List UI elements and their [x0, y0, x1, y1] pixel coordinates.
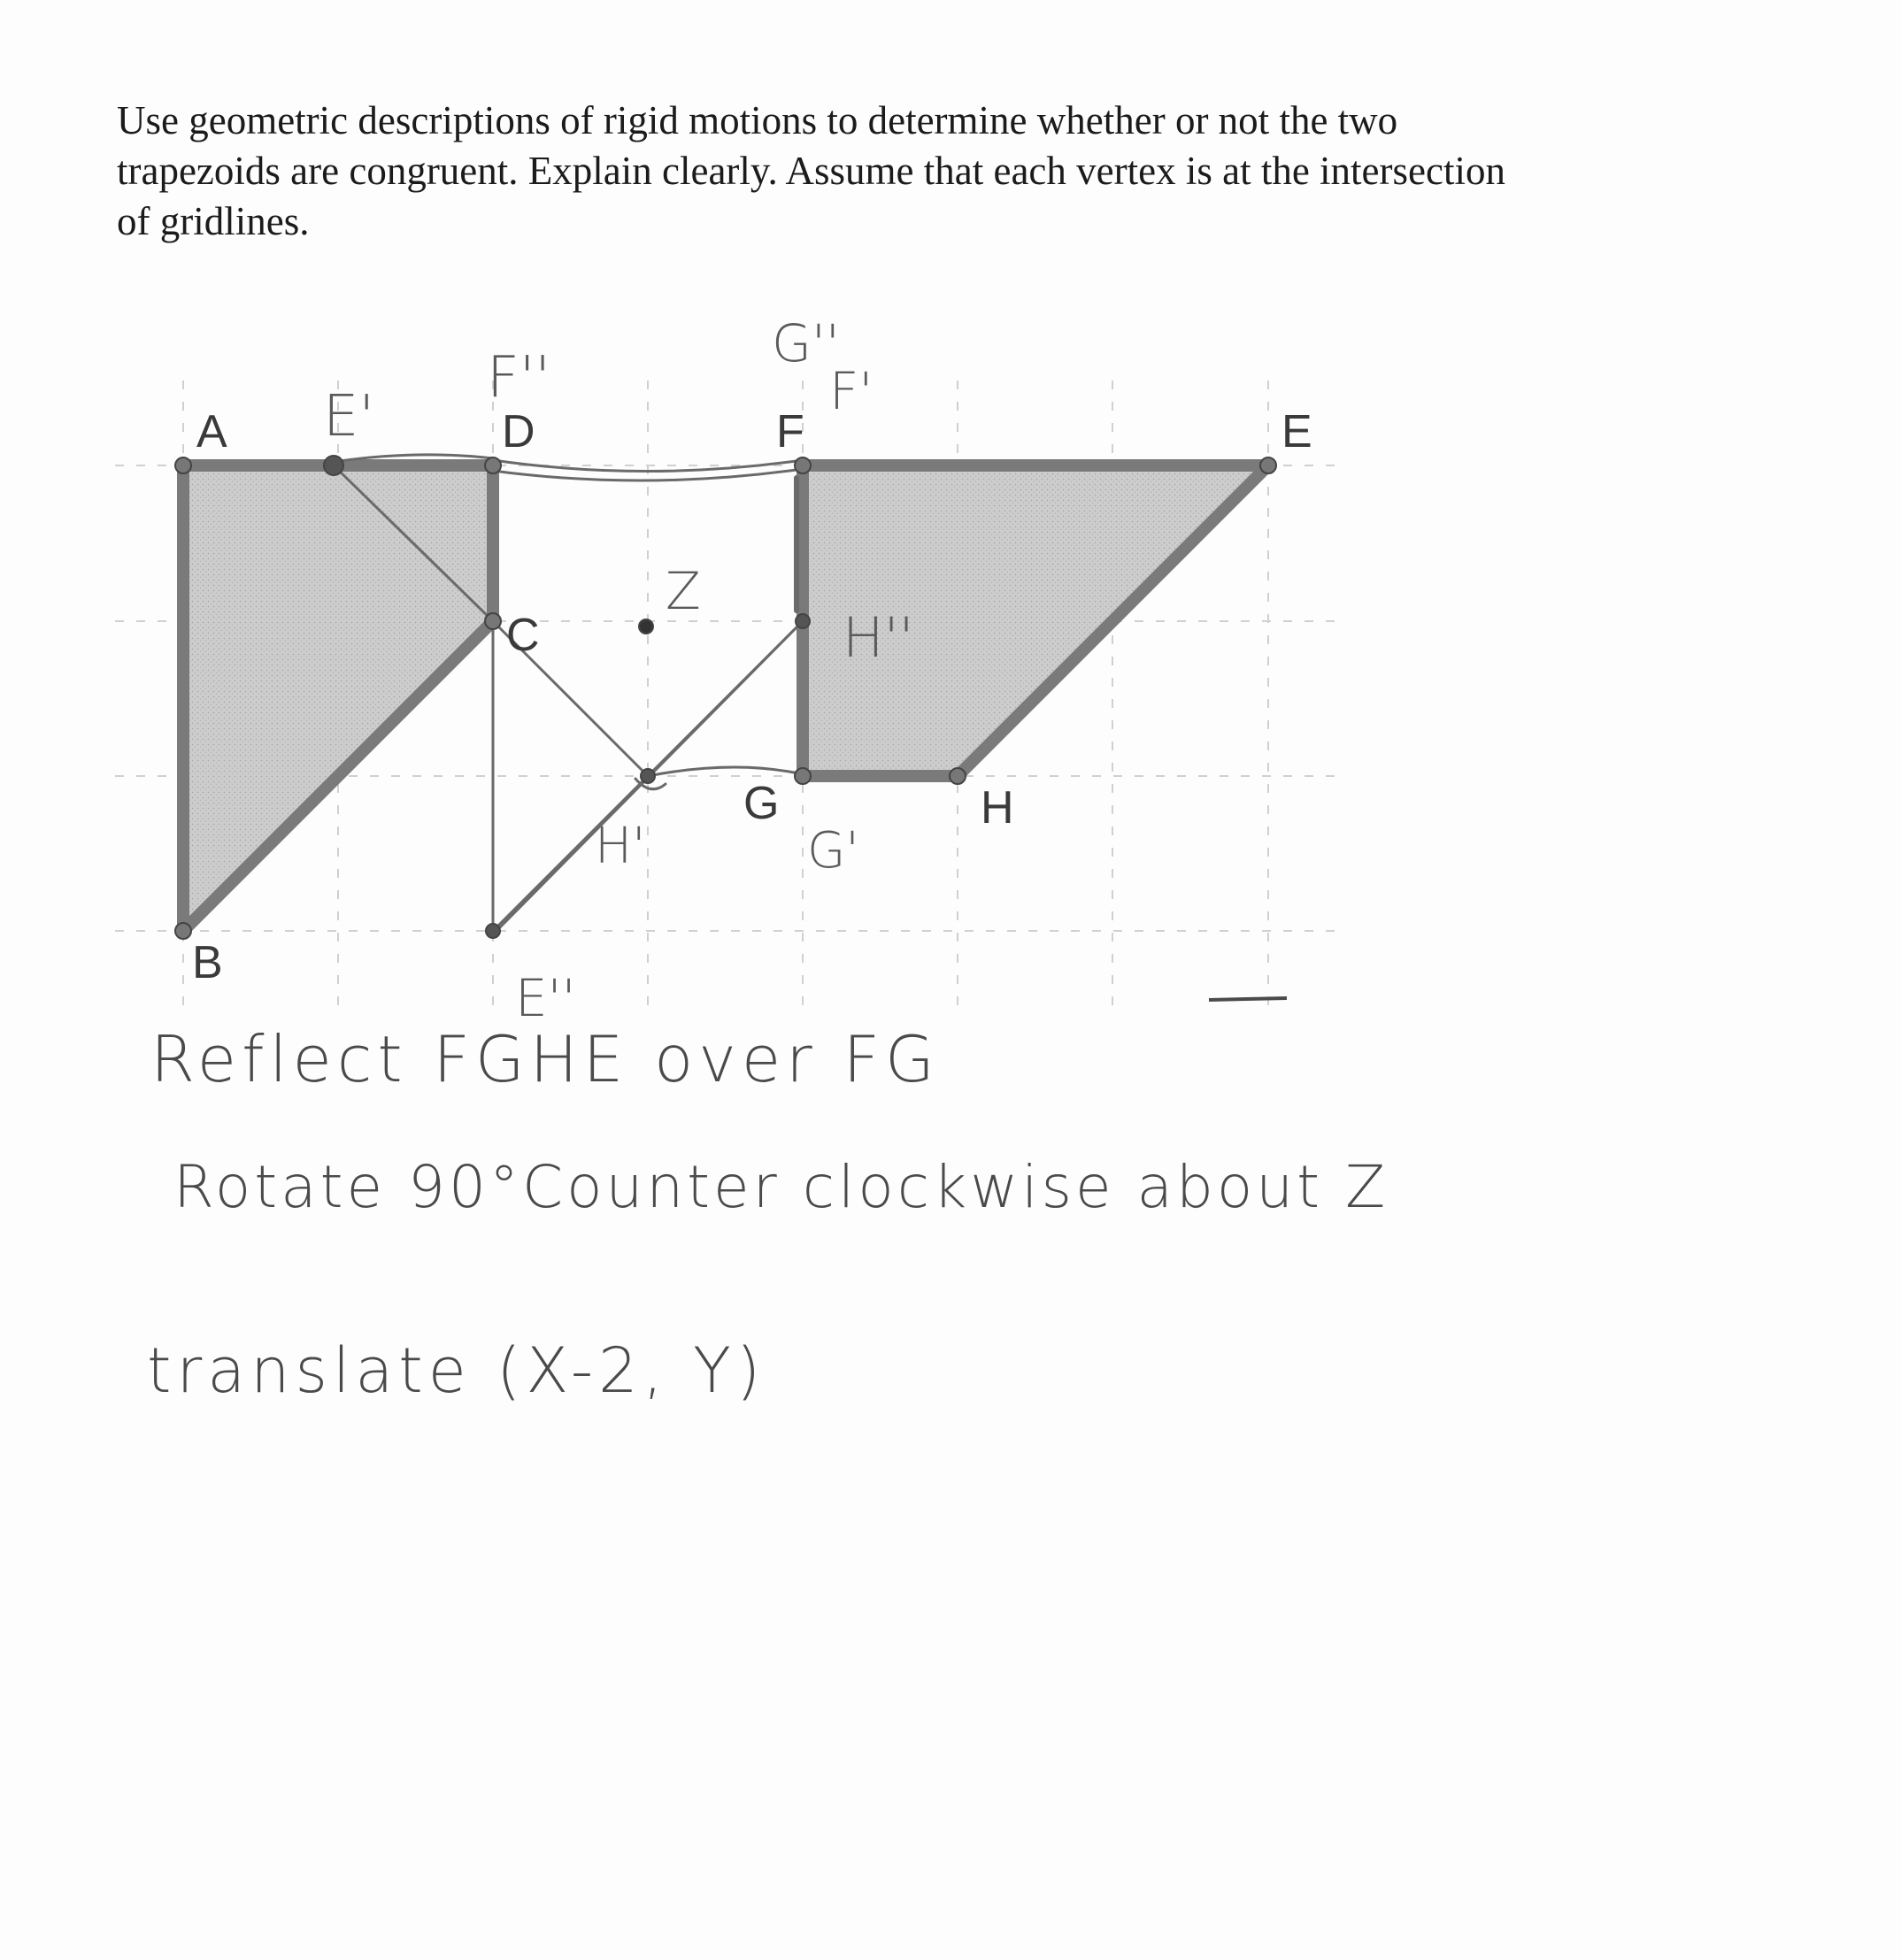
- image-e-prime-point: [324, 456, 343, 475]
- vertex-label-d: D: [502, 406, 535, 457]
- image-h-double-prime-point: [796, 614, 810, 628]
- image-e-double-prime-point: [486, 924, 500, 938]
- label-g-double-prime: G'': [772, 313, 840, 373]
- label-e-double-prime: E'': [515, 968, 576, 1028]
- image-h-prime-point: [641, 769, 655, 783]
- prompt-line-3: of gridlines.: [117, 199, 310, 243]
- vertex-c-point: [485, 613, 501, 629]
- trapezoid-abcd: [183, 465, 493, 931]
- prompt-line-2: trapezoids are congruent. Explain clearly. Assume that each vertex is at the intersection: [117, 149, 1505, 193]
- segment-fg-overline: [1205, 991, 1294, 1009]
- label-f-prime: F': [829, 361, 874, 421]
- step-translate: translate (X-2, Y): [147, 1334, 766, 1407]
- label-z: Z: [666, 561, 701, 621]
- prompt-line-1: Use geometric descriptions of rigid motions to determine whether or not the two: [117, 98, 1398, 142]
- vertex-label-c: C: [506, 610, 540, 661]
- vertex-label-b: B: [192, 937, 223, 988]
- vertex-label-f: F: [776, 406, 804, 457]
- vertex-d-point: [485, 457, 501, 473]
- step-reflect: Reflect FGHE over FG: [150, 1022, 940, 1096]
- vertex-g-point: [795, 768, 811, 784]
- vertex-h-point: [950, 768, 966, 784]
- vertex-label-g: G: [743, 778, 780, 829]
- label-g-prime: G': [807, 822, 859, 880]
- label-f-double-prime: F'': [487, 345, 550, 411]
- step-rotate: Rotate 90°Counter clockwise about Z: [173, 1153, 1389, 1221]
- vertex-e-point: [1260, 457, 1276, 473]
- label-h-double-prime: H'': [843, 605, 914, 670]
- label-e-prime: E': [323, 384, 375, 450]
- vertex-f-point: [795, 457, 811, 473]
- vertex-label-e: E: [1281, 406, 1312, 457]
- vertex-label-a: A: [196, 406, 227, 457]
- label-h-prime: H': [595, 818, 646, 875]
- rotation-center-z-point: [639, 619, 653, 634]
- vertex-label-h: H: [981, 782, 1014, 834]
- vertex-a-point: [175, 457, 191, 473]
- vertex-b-point: [175, 923, 191, 939]
